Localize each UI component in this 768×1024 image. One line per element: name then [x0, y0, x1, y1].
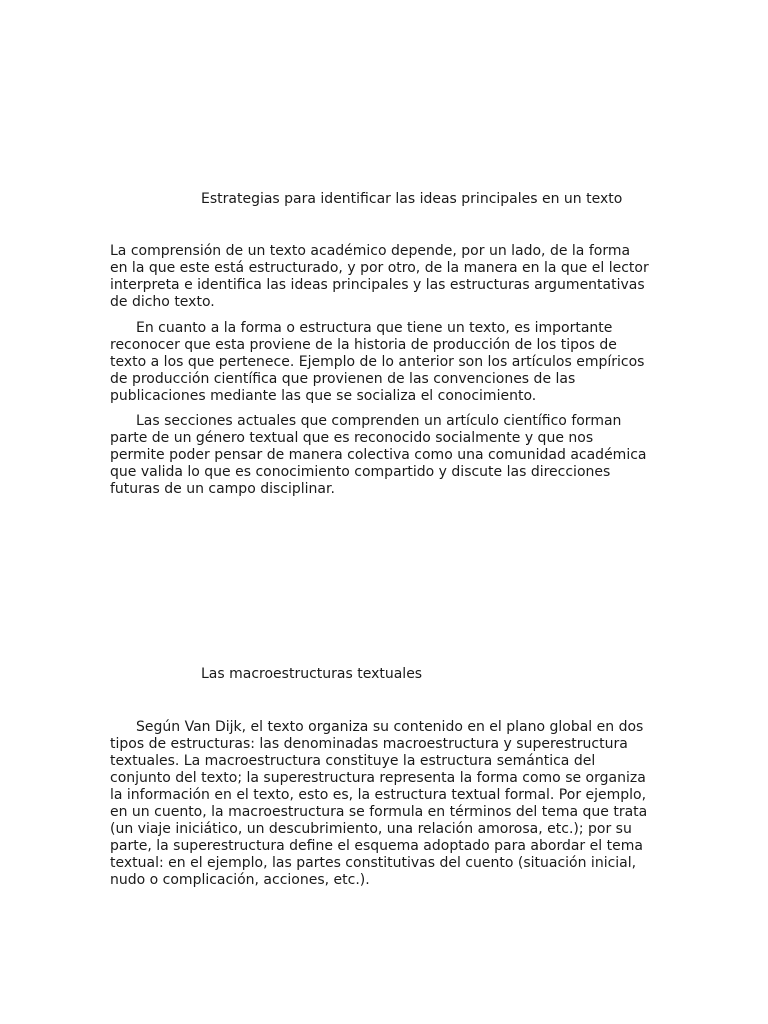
paragraph-line: la información en el texto, esto es, la estructura textual formal. Por ejemplo, — [110, 787, 647, 803]
paragraph-line: La comprensión de un texto académico depende, por un lado, de la forma — [110, 243, 631, 259]
paragraph-line: texto a los que pertenece. Ejemplo de lo anterior son los artículos empíricos — [110, 354, 645, 370]
paragraph-line: textual: en el ejemplo, las partes constitutivas del cuento (situación inicial, — [110, 855, 637, 871]
paragraph-line: En cuanto a la forma o estructura que tiene un texto, es importante — [136, 320, 613, 336]
paragraph-line: reconocer que esta proviene de la historia de producción de los tipos de — [110, 337, 617, 353]
paragraph-line: nudo o complicación, acciones, etc.). — [110, 872, 370, 888]
paragraph-line: permite poder pensar de manera colectiva como una comunidad académica — [110, 447, 647, 463]
paragraph-line: publicaciones mediante las que se socializa el conocimiento. — [110, 388, 537, 404]
paragraph-line: conjunto del texto; la superestructura representa la forma como se organiza — [110, 770, 646, 786]
paragraph-line: en la que este está estructurado, y por otro, de la manera en la que el lector — [110, 260, 649, 276]
paragraph-line: Según Van Dijk, el texto organiza su contenido en el plano global en dos — [136, 719, 644, 735]
paragraph-van-dijk — [110, 719, 660, 889]
paragraph-line: que valida lo que es conocimiento compartido y discute las direcciones — [110, 464, 611, 480]
paragraph-line: interpreta e identifica las ideas principales y las estructuras argumentativas — [110, 277, 645, 293]
paragraph-line: parte de un género textual que es reconocido socialmente y que nos — [110, 430, 594, 446]
paragraph-line: tipos de estructuras: las denominadas macroestructura y superestructura — [110, 736, 628, 752]
paragraph-intro — [110, 243, 660, 311]
section-title-macrostructures: Las macroestructuras textuales — [201, 666, 423, 682]
paragraph-line: (un viaje iniciático, un descubrimiento, una relación amorosa, etc.); por su — [110, 821, 632, 837]
paragraph-line: en un cuento, la macroestructura se formula en términos del tema que trata — [110, 804, 648, 820]
paragraph-sections — [110, 413, 660, 498]
section-title-strategies: Estrategias para identificar las ideas principales en un texto — [201, 191, 623, 207]
paragraph-line: de dicho texto. — [110, 294, 215, 310]
paragraph-line: de producción científica que provienen de las convenciones de las — [110, 371, 576, 387]
paragraph-line: futuras de un campo disciplinar. — [110, 481, 335, 497]
paragraph-line: textuales. La macroestructura constituye la estructura semántica del — [110, 753, 596, 769]
paragraph-line: parte, la superestructura define el esquema adoptado para abordar el tema — [110, 838, 643, 854]
paragraph-structure — [110, 320, 660, 405]
paragraph-line: Las secciones actuales que comprenden un artículo científico forman — [136, 413, 622, 429]
